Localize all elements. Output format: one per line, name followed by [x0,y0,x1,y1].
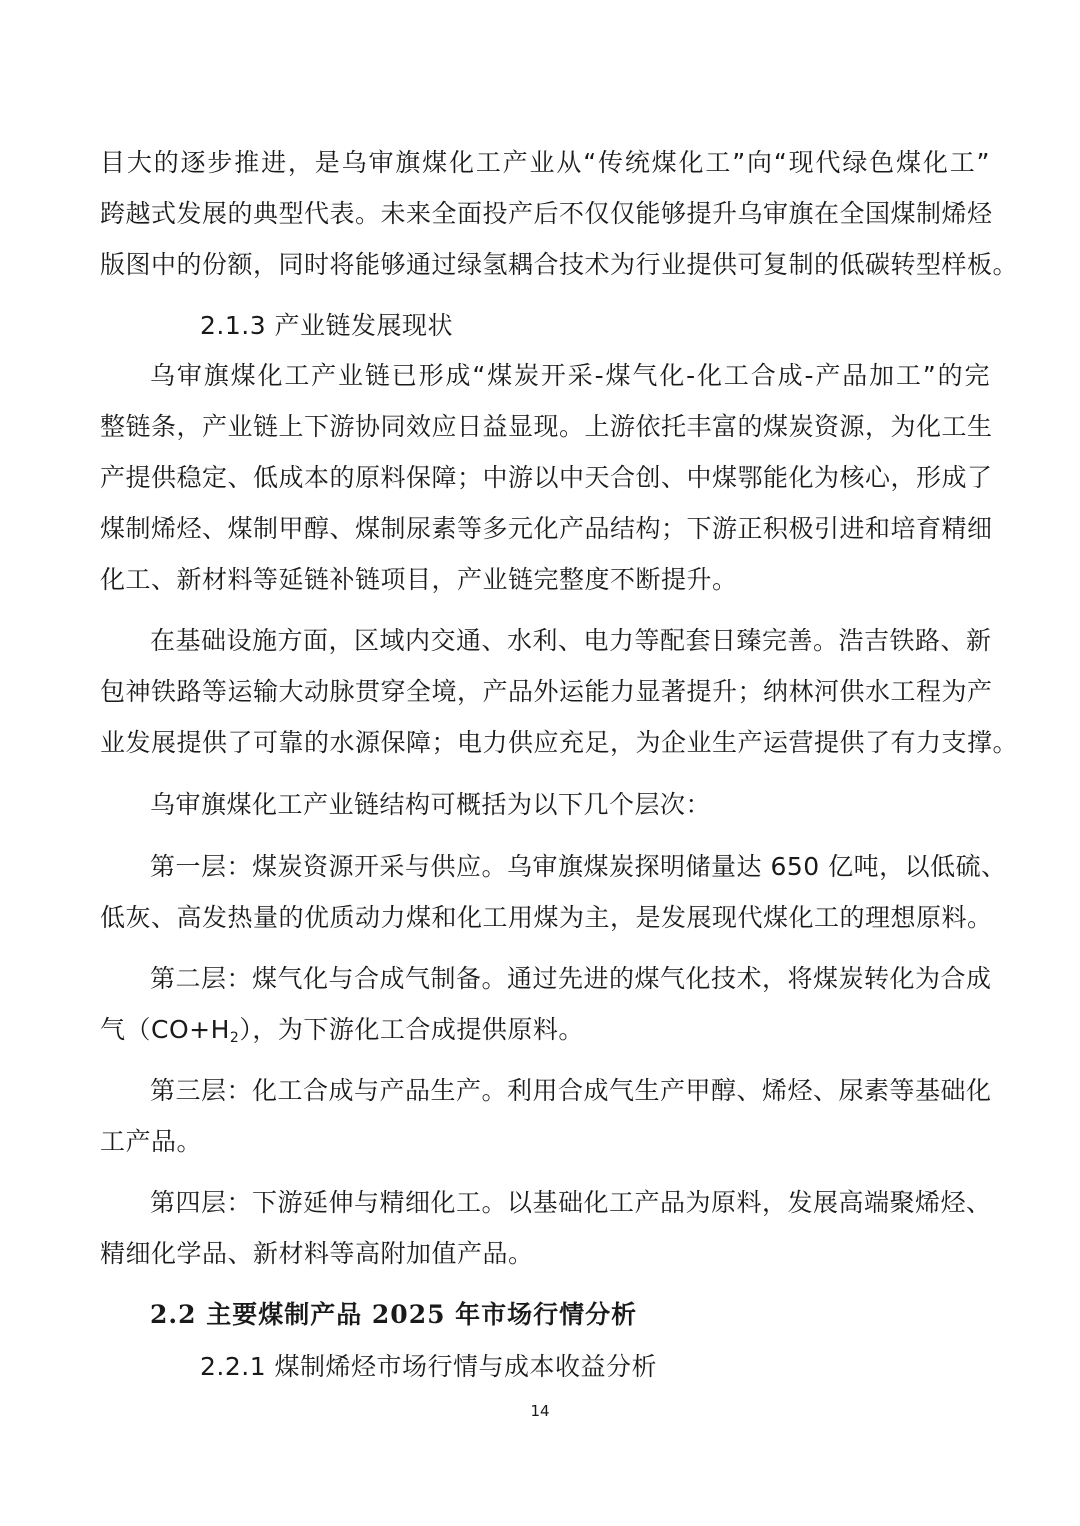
subsection-heading-2-1-3: 2.1.3 产业链发展现状 [200,311,454,340]
paragraph-line: 在基础设施方面，区域内交通、水利、电力等配套日臻完善。浩吉铁路、新 [150,626,992,655]
paragraph-line: 产提供稳定、低成本的原料保障；中游以中天合创、中煤鄂能化为核心，形成了 [100,463,993,492]
paragraph-line: 化工、新材料等延链补链项目，产业链完整度不断提升。 [100,565,738,594]
paragraph-line: 目大的逐步推进，是乌审旗煤化工产业从“传统煤化工”向“现代绿色煤化工” [100,148,990,177]
paragraph-line: 煤制烯烃、煤制甲醇、煤制尿素等多元化产品结构；下游正积极引进和培育精细 [100,514,993,543]
section-heading-2-2: 2.2 主要煤制产品 2025 年市场行情分析 [150,1300,638,1329]
paragraph-line: 整链条，产业链上下游协同效应日益显现。上游依托丰富的煤炭资源，为化工生 [100,412,993,441]
paragraph-line: 精细化学品、新材料等高附加值产品。 [100,1239,534,1268]
paragraph-line: 第一层：煤炭资源开采与供应。乌审旗煤炭探明储量达 650 亿吨，以低硫、 [150,852,1007,881]
paragraph-line: 乌审旗煤化工产业链已形成“煤炭开采-煤气化-化工合成-产品加工”的完 [150,361,990,390]
paragraph-line: 包神铁路等运输大动脉贯穿全境，产品外运能力显著提升；纳林河供水工程为产 [100,677,993,706]
page-number: 14 [530,1402,550,1420]
paragraph-line: 版图中的份额，同时将能够通过绿氢耦合技术为行业提供可复制的低碳转型样板。 [100,250,1019,279]
paragraph-line: 第二层：煤气化与合成气制备。通过先进的煤气化技术，将煤炭转化为合成 [150,964,992,993]
paragraph-line: 业发展提供了可靠的水源保障；电力供应充足，为企业生产运营提供了有力支撑。 [100,728,1019,757]
formula-suffix: ），为下游化工合成提供原料。 [239,1015,584,1044]
formula-prefix: 气（CO+H [100,1015,230,1044]
paragraph-line: 跨越式发展的典型代表。未来全面投产后不仅仅能够提升乌审旗在全国煤制烯烃 [100,199,993,228]
paragraph-line: 第四层：下游延伸与精细化工。以基础化工产品为原料，发展高端聚烯烃、 [150,1188,992,1217]
paragraph-line: 第三层：化工合成与产品生产。利用合成气生产甲醇、烯烃、尿素等基础化 [150,1076,992,1105]
subscript-2: 2 [229,1030,240,1046]
paragraph-line [100,1013,990,1047]
paragraph-line: 低灰、高发热量的优质动力煤和化工用煤为主，是发展现代煤化工的理想原料。 [100,903,993,932]
paragraph-line: 工产品。 [100,1127,203,1156]
subsection-heading-2-2-1: 2.2.1 煤制烯烃市场行情与成本收益分析 [200,1352,658,1381]
paragraph-line: 乌审旗煤化工产业链结构可概括为以下几个层次： [150,790,712,819]
